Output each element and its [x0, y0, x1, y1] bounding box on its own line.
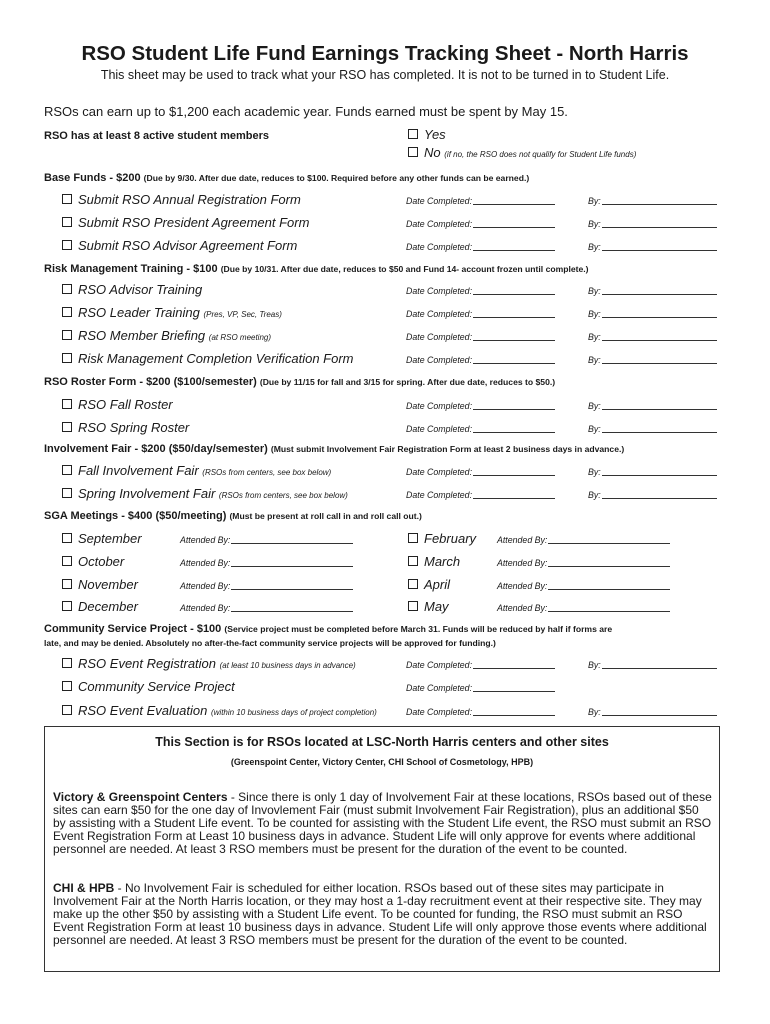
no-checkbox[interactable] [408, 145, 636, 160]
checkbox-icon [408, 147, 418, 157]
checkbox-icon [62, 194, 72, 204]
checklist-item-event-evaluation[interactable]: RSO Event Evaluation (within 10 business days of project completion) [62, 703, 377, 718]
risk-heading: Risk Management Training - $100 (Due by 10/31. After due date, reduces to $50 and Fund 14- account frozen until complete.) [44, 263, 589, 275]
by-field[interactable]: By: [588, 219, 717, 229]
checkbox-icon [62, 217, 72, 227]
community-note-line2: late, and may be denied. Absolutely no after-the-fact community service projects will be approved for funding.) [44, 638, 496, 648]
checkbox-icon [408, 601, 418, 611]
chi-heading: CHI & HPB [53, 881, 115, 895]
date-completed-field[interactable]: Date Completed: [406, 309, 555, 319]
checkbox-icon [62, 465, 72, 475]
by-field[interactable]: By: [588, 309, 717, 319]
no-note: (if no, the RSO does not qualify for Student Life funds) [444, 150, 637, 159]
checkbox-icon [62, 399, 72, 409]
attended-by-field[interactable]: Attended By: [497, 558, 670, 568]
roster-heading: RSO Roster Form - $200 ($100/semester) (Due by 11/15 for fall and 3/15 for spring. After due date, reduces to $50.) [44, 376, 556, 388]
by-field[interactable]: By: [588, 401, 717, 411]
checkbox-icon [62, 330, 72, 340]
involvement-heading: Involvement Fair - $200 ($50/day/semester) (Must submit Involvement Fair Registration Form at least 2 business days in advance.) [44, 443, 625, 455]
base-funds-note: (Due by 9/30. After due date, reduces to $100. Required before any other funds can be earned.) [143, 173, 530, 183]
attended-by-field[interactable]: Attended By: [180, 603, 353, 613]
eligibility-label: RSO has at least 8 active student members [44, 130, 269, 142]
date-completed-field[interactable]: Date Completed: [406, 683, 555, 693]
checklist-item-president-agreement[interactable]: Submit RSO President Agreement Form [62, 215, 309, 230]
attended-by-field[interactable]: Attended By: [497, 603, 670, 613]
checkbox-icon [408, 579, 418, 589]
sga-month-may[interactable]: May [408, 599, 449, 614]
sga-heading: SGA Meetings - $400 ($50/meeting) (Must be present at roll call in and roll call out.) [44, 510, 422, 522]
sga-month-march[interactable]: March [408, 554, 460, 569]
checkbox-icon [62, 353, 72, 363]
centers-subtitle: (Greenspoint Center, Victory Center, CHI School of Cosmetology, HPB) [230, 757, 534, 767]
community-heading: Community Service Project - $100 (Service project must be completed before March 31. Funds will be reduced by half if forms are [44, 623, 613, 635]
checkbox-icon [62, 284, 72, 294]
by-field[interactable]: By: [588, 424, 717, 434]
checkbox-icon [62, 533, 72, 543]
by-field[interactable]: By: [588, 490, 717, 500]
date-completed-field[interactable]: Date Completed: [406, 355, 555, 365]
checkbox-icon [62, 307, 72, 317]
by-field[interactable]: By: [588, 660, 717, 670]
sga-month-november[interactable]: November [62, 577, 138, 592]
checklist-item-advisor-agreement[interactable]: Submit RSO Advisor Agreement Form [62, 238, 297, 253]
base-funds-heading [44, 172, 529, 184]
by-field[interactable]: By: [588, 242, 717, 252]
checkbox-icon [62, 240, 72, 250]
checkbox-icon [62, 556, 72, 566]
checklist-item-member-briefing[interactable]: RSO Member Briefing (at RSO meeting) [62, 328, 271, 343]
checklist-item-verification-form[interactable]: Risk Management Completion Verification Form [62, 351, 354, 366]
checkbox-icon [408, 533, 418, 543]
checkbox-icon [408, 556, 418, 566]
date-completed-field[interactable]: Date Completed: [406, 467, 555, 477]
attended-by-field[interactable]: Attended By: [180, 558, 353, 568]
checklist-item-spring-roster[interactable]: RSO Spring Roster [62, 420, 189, 435]
base-funds-title: Base Funds - $200 [44, 172, 141, 184]
checklist-item-fall-fair[interactable]: Fall Involvement Fair (RSOs from centers, see box below) [62, 463, 331, 478]
sga-month-december[interactable]: December [62, 599, 138, 614]
chi-text: - No Involvement Fair is scheduled for either location. RSOs based out of these sites may participate in Involvement Fair at the North Harris location, or they may host a 1-day recruitment event at their respective site. They may make up the other $50 by assisting with a Student Life event. To be counted for funding, the RSO must submit an RSO Event Registration Form at least 10 business days in advance. Student Life will only approve those events where additional personnel are needed. At least 3 RSO members must be present for the duration of the event to be counted. [53, 881, 707, 947]
checkbox-icon [62, 579, 72, 589]
checklist-item-community-project[interactable]: Community Service Project [62, 679, 235, 694]
checklist-item-annual-registration[interactable]: Submit RSO Annual Registration Form [62, 192, 301, 207]
checklist-item-fall-roster[interactable]: RSO Fall Roster [62, 397, 173, 412]
intro-text: RSOs can earn up to $1,200 each academic year. Funds earned must be spent by May 15. [44, 104, 568, 119]
victory-heading: Victory & Greenspoint Centers [53, 790, 228, 804]
sga-month-october[interactable]: October [62, 554, 124, 569]
victory-paragraph [53, 791, 713, 856]
attended-by-field[interactable]: Attended By: [497, 535, 670, 545]
date-completed-field[interactable]: Date Completed: [406, 424, 555, 434]
date-completed-field[interactable]: Date Completed: [406, 219, 555, 229]
by-field[interactable]: By: [588, 332, 717, 342]
date-completed-field[interactable]: Date Completed: [406, 707, 555, 717]
yes-label: Yes [424, 127, 446, 142]
by-field[interactable]: By: [588, 355, 717, 365]
chi-paragraph [53, 882, 713, 947]
date-completed-field[interactable]: Date Completed: [406, 286, 555, 296]
centers-title: This Section is for RSOs located at LSC-North Harris centers and other sites [155, 735, 609, 749]
by-field[interactable]: By: [588, 286, 717, 296]
date-completed-field[interactable]: Date Completed: [406, 401, 555, 411]
checkbox-icon [62, 658, 72, 668]
checkbox-icon [62, 681, 72, 691]
checkbox-icon [62, 601, 72, 611]
checkbox-icon [62, 705, 72, 715]
date-completed-field[interactable]: Date Completed: [406, 196, 555, 206]
sga-month-april[interactable]: April [408, 577, 450, 592]
checkbox-icon [408, 129, 418, 139]
attended-by-field[interactable]: Attended By: [497, 581, 670, 591]
by-field[interactable]: By: [588, 196, 717, 206]
checkbox-icon [62, 422, 72, 432]
page-title: RSO Student Life Fund Earnings Tracking Sheet - North Harris [81, 42, 689, 65]
sga-month-february[interactable]: February [408, 531, 476, 546]
no-label: No [424, 145, 441, 160]
victory-text: - Since there is only 1 day of Involvement Fair at these locations, RSOs based out of these sites can earn $50 for the one day of Invovlement Fair (must submit Involvement Fair Registration), plus an additional $50 by assisting with a Student Life event. To be counted for assisting with the Student Life event, the RSO must submit an RSO Event Registration Form at Least 10 business days in advance. Student Life will only approve for events where additional personnel are needed. At least 3 RSO members must be present for the duration of the event to be counted. [53, 790, 712, 856]
checklist-item-spring-fair[interactable]: Spring Involvement Fair (RSOs from centers, see box below) [62, 486, 348, 501]
checklist-item-advisor-training[interactable]: RSO Advisor Training [62, 282, 202, 297]
page-subtitle: This sheet may be used to track what your RSO has completed. It is not to be turned in to Student Life. [100, 68, 670, 82]
checklist-item-leader-training[interactable]: RSO Leader Training (Pres, VP, Sec, Treas) [62, 305, 282, 320]
date-completed-field[interactable]: Date Completed: [406, 332, 555, 342]
checkbox-icon [62, 488, 72, 498]
date-completed-field[interactable]: Date Completed: [406, 490, 555, 500]
yes-checkbox[interactable] [408, 127, 446, 142]
by-field[interactable]: By: [588, 707, 717, 717]
checklist-item-event-registration[interactable]: RSO Event Registration (at least 10 business days in advance) [62, 656, 356, 671]
attended-by-field[interactable]: Attended By: [180, 535, 353, 545]
centers-section-box [44, 726, 720, 972]
date-completed-field[interactable]: Date Completed: [406, 660, 555, 670]
by-field[interactable]: By: [588, 467, 717, 477]
date-completed-field[interactable]: Date Completed: [406, 242, 555, 252]
sga-month-september[interactable]: September [62, 531, 142, 546]
attended-by-field[interactable]: Attended By: [180, 581, 353, 591]
